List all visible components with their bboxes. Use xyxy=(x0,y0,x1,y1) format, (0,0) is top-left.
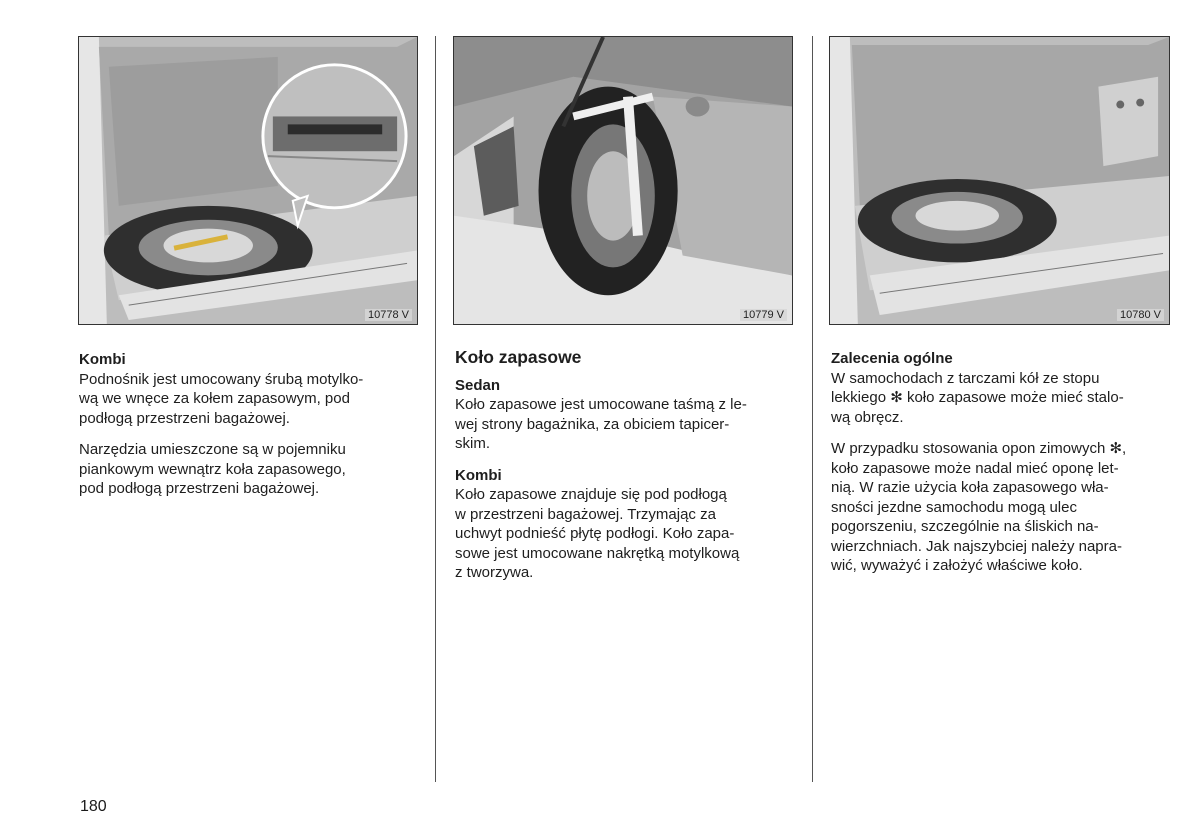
left-text-column xyxy=(79,350,419,511)
kombi-jack-paragraph: Podnośnik jest umocowany śrubą motylko- wą we wnęce za kołem zapasowym, pod podłogą przestrzeni bagażowej. xyxy=(79,370,364,427)
sedan-paragraph: Koło zapasowe jest umocowane taśmą z le- wej strony bagażnika, za obiciem tapicer- skim. xyxy=(455,396,747,452)
general-recommendations-heading: Zalecenia ogólne xyxy=(831,350,953,367)
alloy-wheels-paragraph: W samochodach z tarczami kół ze stopu lekkiego ✻ koło zapasowe może mieć stalo- wą obręcz. xyxy=(831,369,1124,426)
sedan-heading: Sedan xyxy=(455,376,501,394)
kombi-trunk-illustration xyxy=(79,37,417,324)
figure-kombi-jack xyxy=(78,36,418,325)
winter-tyres-paragraph: W przypadku stosowania opon zimowych ✻, koło zapasowe może nadal mieć oponę let- nią. W razie użycia koła zapasowego wła- sności jezdne samochodu mogą ulec pogorszeniu, szczególnie na śliskich na- wierzchniach. Jak najszybciej należy napra- wić, wyważyć i założyć właściwe koło. xyxy=(831,440,1127,574)
middle-text-column xyxy=(455,346,795,595)
page-number: 180 xyxy=(80,798,107,815)
figure-sedan-spare-wheel xyxy=(453,36,793,325)
sedan-trunk-illustration xyxy=(454,37,792,324)
kombi-floor-illustration xyxy=(830,37,1169,324)
right-text-column xyxy=(831,349,1176,588)
figure-number: 10779 V xyxy=(740,309,787,321)
figure-kombi-spare-wheel xyxy=(829,36,1170,325)
tools-paragraph: Narzędzia umieszczone są w pojemniku piankowym wewnątrz koła zapasowego, pod podłogą przestrzeni bagażowej. xyxy=(79,441,346,497)
kombi-paragraph: Koło zapasowe znajduje się pod podłogą w przestrzeni bagażowej. Trzymając za uchwyt podnieść płytę podłogi. Koło zapa- sowe jest umocowane nakrętką motylkową z tworzywa. xyxy=(455,486,740,581)
figure-number: 10780 V xyxy=(1117,309,1164,321)
column-divider-right xyxy=(812,36,813,782)
column-divider-left xyxy=(435,36,436,782)
kombi-heading: Kombi xyxy=(455,466,502,484)
figure-number: 10778 V xyxy=(365,309,412,321)
kombi-jack-heading: Kombi xyxy=(79,351,126,368)
section-title: Koło zapasowe xyxy=(455,347,582,367)
